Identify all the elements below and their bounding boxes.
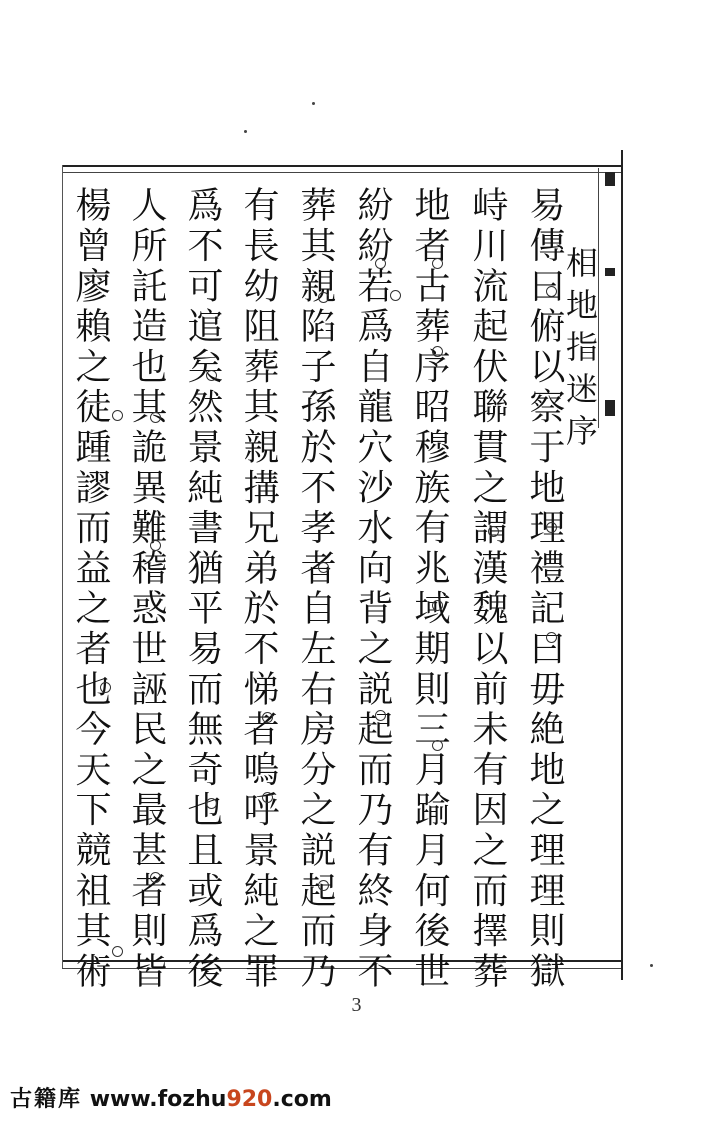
fishtail-mark-middle	[605, 268, 615, 276]
punctuation-mark	[150, 412, 161, 423]
punctuation-mark	[318, 562, 329, 573]
punctuation-mark	[432, 258, 443, 269]
scan-speck	[650, 964, 653, 967]
scan-speck	[312, 102, 315, 105]
punctuation-mark	[262, 792, 273, 803]
punctuation-mark	[100, 682, 111, 693]
punctuation-mark	[432, 600, 443, 611]
page-number: 3	[351, 994, 362, 1016]
watermark-site-suffix: .com	[272, 1087, 332, 1112]
text-column-7: 爲不可逭矣然景純書猶平易而無奇也且或爲後	[182, 186, 223, 992]
text-column-6: 有長幼阻葬其親搆兄弟於不悌者嗚呼景純之罪	[238, 186, 279, 992]
text-column-8: 人所託造也其詭異難稽惑世誣民之最甚者則皆	[126, 186, 167, 992]
text-column-1: 易傳曰俯以察于地理禮記曰毋絶地之理理則獄	[524, 186, 565, 992]
punctuation-mark	[262, 712, 273, 723]
frame-top-inner-rule	[62, 172, 622, 173]
punctuation-mark	[390, 290, 401, 301]
text-column-5: 葬其親陷子孫於不孝者自左右房分之説起而乃	[295, 186, 336, 992]
punctuation-mark	[150, 872, 161, 883]
site-watermark	[10, 1082, 332, 1113]
punctuation-mark	[206, 370, 217, 381]
frame-top-rule	[62, 165, 622, 167]
frame-right-rule	[621, 150, 623, 980]
punctuation-mark	[150, 540, 161, 551]
preface-title: 相地指迷序	[561, 246, 599, 456]
fishtail-mark-bottom	[605, 400, 615, 416]
punctuation-mark	[318, 292, 329, 303]
text-column-3: 地者古葬序昭穆族有兆域期則三月踰月何後世	[409, 186, 450, 992]
punctuation-mark	[546, 632, 557, 643]
punctuation-mark	[432, 346, 443, 357]
punctuation-mark	[546, 522, 557, 533]
punctuation-mark	[546, 286, 557, 297]
text-column-4: 紛紛若爲自龍穴沙水向背之説起而乃有終身不	[352, 186, 393, 992]
punctuation-mark	[375, 710, 386, 721]
fishtail-mark-top	[605, 172, 615, 186]
punctuation-mark	[432, 740, 443, 751]
center-fold-strip	[598, 168, 621, 428]
punctuation-mark	[488, 526, 499, 537]
punctuation-mark	[112, 410, 123, 421]
text-column-9: 楊曾廖賴之徒踵謬而益之者也今天下競祖其術	[70, 186, 111, 992]
punctuation-mark	[112, 946, 123, 957]
punctuation-mark	[375, 258, 386, 269]
watermark-site-prefix: www.fozhu	[89, 1087, 227, 1112]
text-column-2: 峙川流起伏聯貫之謂漢魏以前未有因之而擇葬	[467, 186, 508, 992]
watermark-site-number: 920	[226, 1087, 273, 1112]
punctuation-mark	[206, 798, 217, 809]
watermark-chinese: 古籍库	[10, 1087, 83, 1112]
punctuation-mark	[318, 880, 329, 891]
scan-speck	[244, 130, 247, 133]
frame-left-rule	[62, 165, 63, 968]
